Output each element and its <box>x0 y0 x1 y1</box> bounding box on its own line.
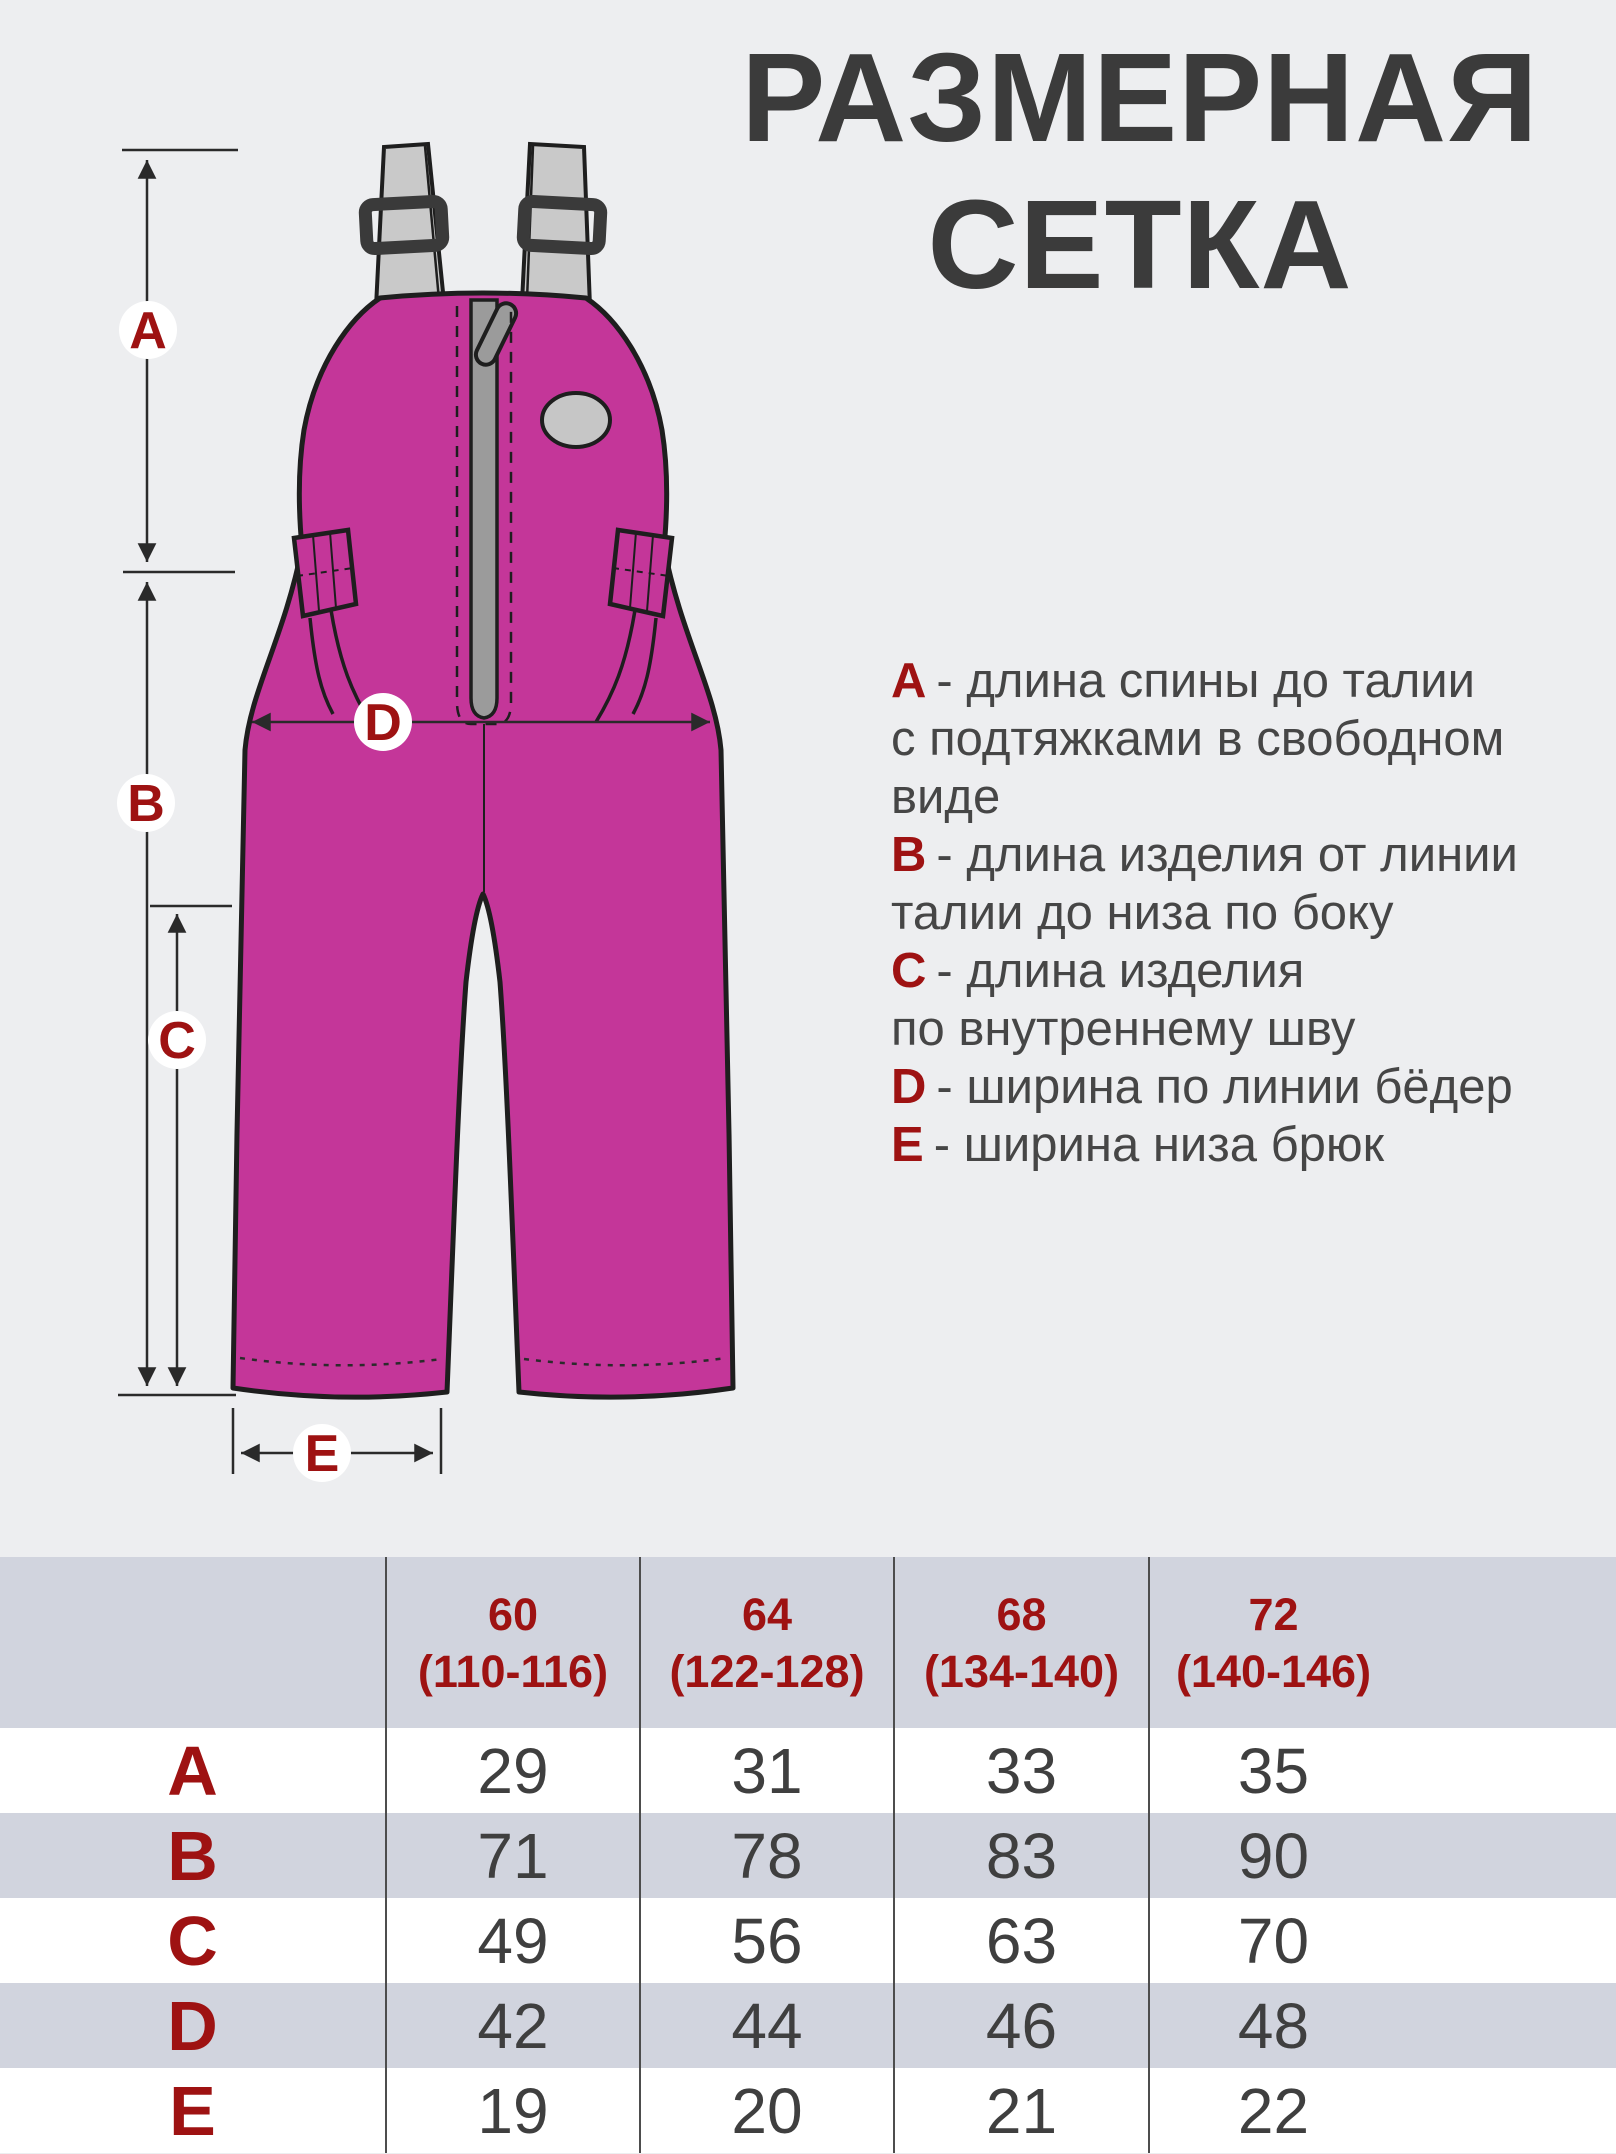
legend-letter: C <box>891 944 927 998</box>
right-strap <box>522 144 590 307</box>
cell: 31 <box>640 1728 894 1813</box>
svg-text:A: A <box>129 302 167 360</box>
measurement-legend <box>891 652 1518 1174</box>
size-value: 60 <box>487 1588 539 1640</box>
cell: 63 <box>894 1898 1149 1983</box>
cell: 21 <box>894 2068 1149 2153</box>
height-range: (140-146) <box>1175 1645 1372 1697</box>
size-column-header <box>1149 1557 1397 1728</box>
cell: 83 <box>894 1813 1149 1898</box>
legend-text: - ширина низа брюк <box>933 1118 1385 1172</box>
legend-letter: B <box>891 828 927 882</box>
row-label: A <box>167 1731 218 1810</box>
table-row-c <box>0 1898 1616 1983</box>
legend-text: по внутреннему шву <box>891 1002 1356 1056</box>
cell: 71 <box>386 1813 640 1898</box>
legend-row-e <box>891 1116 1518 1174</box>
cell: 90 <box>1149 1813 1397 1898</box>
cell: 48 <box>1149 1983 1397 2068</box>
legend-row <box>891 768 1518 826</box>
size-table <box>0 1557 1616 2153</box>
legend-text: - длина изделия <box>936 944 1305 998</box>
left-waist-tab <box>294 530 356 616</box>
size-value: 72 <box>1248 1588 1299 1640</box>
filler-cell <box>1397 1898 1616 1983</box>
legend-row-a <box>891 652 1518 710</box>
cell: 29 <box>386 1728 640 1813</box>
cell: 42 <box>386 1983 640 2068</box>
svg-text:E: E <box>304 1425 340 1483</box>
size-column-header <box>386 1557 640 1728</box>
cell: 70 <box>1149 1898 1397 1983</box>
title-line1: РАЗМЕРНАЯ <box>741 27 1539 168</box>
row-label: E <box>169 2071 216 2150</box>
row-label: D <box>167 1986 218 2065</box>
legend-row-d <box>891 1058 1518 1116</box>
svg-text:C: C <box>158 1012 196 1070</box>
size-value: 68 <box>996 1588 1047 1640</box>
legend-letter: A <box>891 654 927 708</box>
legend-row-b <box>891 826 1518 884</box>
table-row-a <box>0 1728 1616 1813</box>
cell: 20 <box>640 2068 894 2153</box>
legend-text: виде <box>891 770 1001 824</box>
legend-row <box>891 1000 1518 1058</box>
measure-label-e <box>293 1424 351 1483</box>
row-label: C <box>167 1901 218 1980</box>
row-label: B <box>167 1816 218 1895</box>
height-range: (122-128) <box>669 1645 865 1697</box>
right-waist-tab <box>610 530 672 616</box>
filler-cell <box>1397 1813 1616 1898</box>
legend-text: - ширина по линии бёдер <box>936 1060 1513 1114</box>
svg-text:D: D <box>364 694 402 752</box>
filler-cell <box>1397 1557 1616 1728</box>
size-column-header <box>894 1557 1149 1728</box>
cell: 22 <box>1149 2068 1397 2153</box>
legend-row <box>891 884 1518 942</box>
size-table-header-row <box>0 1557 1616 1728</box>
height-range: (110-116) <box>417 1645 609 1697</box>
cell: 49 <box>386 1898 640 1983</box>
cell: 33 <box>894 1728 1149 1813</box>
cell: 44 <box>640 1983 894 2068</box>
table-row-e <box>0 2068 1616 2153</box>
size-value: 64 <box>741 1588 793 1640</box>
cell: 78 <box>640 1813 894 1898</box>
table-row-b <box>0 1813 1616 1898</box>
filler-cell <box>1397 1983 1616 2068</box>
cell: 35 <box>1149 1728 1397 1813</box>
cell: 46 <box>894 1983 1149 2068</box>
filler-cell <box>1397 2068 1616 2153</box>
cell: 56 <box>640 1898 894 1983</box>
cell: 19 <box>386 2068 640 2153</box>
legend-text: талии до низа по боку <box>891 886 1394 940</box>
page-title <box>660 24 1616 319</box>
filler-cell <box>1397 1728 1616 1813</box>
table-row-d <box>0 1983 1616 2068</box>
measure-label-c <box>148 1011 206 1070</box>
legend-letter: E <box>891 1118 924 1172</box>
legend-text: - длина спины до талии <box>936 654 1476 708</box>
chest-patch-icon <box>542 393 610 447</box>
measure-label-b <box>117 774 175 833</box>
legend-row-c <box>891 942 1518 1000</box>
measure-label-a <box>119 301 177 360</box>
svg-text:B: B <box>127 775 165 833</box>
legend-text: - длина изделия от линии <box>936 828 1518 882</box>
legend-text: с подтяжками в свободном <box>891 712 1505 766</box>
size-table-corner-cell <box>0 1557 386 1728</box>
legend-row <box>891 710 1518 768</box>
title-line2: СЕТКА <box>927 174 1353 316</box>
height-range: (134-140) <box>923 1645 1120 1697</box>
legend-letter: D <box>891 1060 927 1114</box>
left-strap <box>376 144 444 307</box>
size-column-header <box>640 1557 894 1728</box>
